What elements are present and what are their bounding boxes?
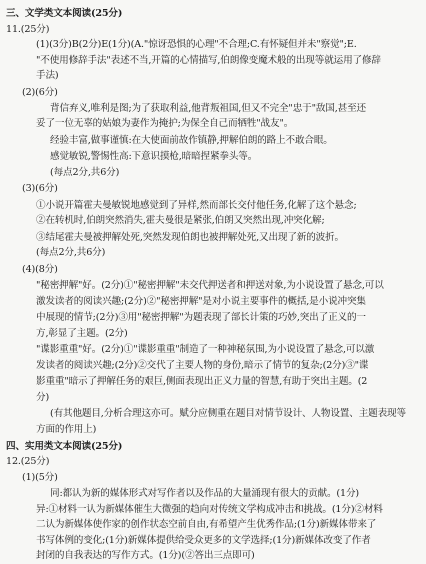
q11-part1-explanation-end: 手法) <box>36 70 59 81</box>
q11-part2-header: (2)(6分) <box>22 86 58 98</box>
q11-part2-trait2: 经验丰富,做事谨慎:在大使面前故作镇静,押解伯朗的路上不敢合眼。 <box>50 134 333 146</box>
q11-part2-scoring: (每点2分,共6分) <box>50 166 120 178</box>
q12-part1-difference-line3: 书写体例的变化;(1分)新媒体提供给受众更多的文学选择;(1分)新媒体改变了作者 <box>36 534 371 546</box>
q11-part4-note-end: 方面的作用上) <box>36 423 97 435</box>
section-heading-practical: 四、实用类文本阅读(25分) <box>6 440 123 452</box>
q11-part1-explanation: "不使用修辞手法"表述不当,开篇的心情描写,伯朗像变魔术般的出现等就运用了修辞 <box>36 54 381 66</box>
q11-part3-point2: ②在转机时,伯朗突然消失,霍夫曼很是紧张,伯朗又突然出现,冲突化解; <box>36 215 325 227</box>
q11-part3-point3: ③结尾霍夫曼被押解处死,突然发现伯朗也被押解处死,又出现了新的波折。 <box>36 231 344 243</box>
q11-part4-option2-line3: 影重重"暗示了押解任务的艰巨,侧面表现出正义力量的智慧,有助于突出主题。(2 <box>36 376 368 387</box>
q12-part1-similarity: 同:都认为新的媒体形式对写作者以及作品的大量涌现有很大的贡献。(1分) <box>50 488 359 500</box>
q11-part4-option1-line3: 中展现的情节;(2分)③用"秘密押解"为题表现了部长计策的巧妙,突出了正义的一 <box>36 312 366 324</box>
section-heading-literary: 三、文学类文本阅读(25分) <box>6 8 123 19</box>
q11-part4-option2-line1: "谍影重重"好。(2分)①"谍影重重"制造了一种神秘氛围,为小说设置了悬念,可以激 <box>36 344 375 356</box>
q11-part4-note: (有其他题目,分析合理这亦可。赋分应侧重在题目对情节设计、人物设置、主题表现等 <box>50 408 406 419</box>
q12-part1-difference-line4: 封闭的自我表达的写作方式。(1分)(②答出三点即可) <box>36 550 255 562</box>
q11-part4-option2-line2: 发读者的阅读兴趣;(2分)②交代了主要人物的身份,暗示了情节的复杂;(2分)③"谍 <box>36 359 369 371</box>
q12-part1-header: (1)(5分) <box>22 471 58 483</box>
q12-part1-difference-line2: 二认为新媒体使作家的创作状态空前自由,有希望产生优秀作品;(1分)新媒体带来了 <box>36 519 377 531</box>
q12-part1-difference-line1: 异:①材料一认为新媒体催生大微强的趋向对传统文学构成冲击和挑战。(1分)②材料 <box>36 503 383 515</box>
q11-part3-scoring: (每点2分,共6分) <box>36 247 106 259</box>
q11-part4-header: (4)(8分) <box>22 263 58 275</box>
q11-part4-option1-line2: 激发读者的阅读兴趣;(2分)②"秘密押解"是对小说主要事件的概括,是小说冲突集 <box>36 295 366 307</box>
question-11-header: 11.(25分) <box>6 23 50 35</box>
q11-part2-trait1: 背信弃义,唯利是图;为了获取利益,他背叛祖国,但又不完全"忠于"敌国,甚至还 <box>50 102 366 114</box>
question-12-header: 12.(25分) <box>6 456 50 468</box>
q11-part2-trait3: 感觉敏锐,警惕性高:下意识摸枪,暗暗捏紧拳头等。 <box>50 151 258 163</box>
q11-part4-option1-line1: "秘密押解"好。(2分)①"秘密押解"未交代押送者和押送对象,为小说设置了悬念,可以 <box>36 280 384 292</box>
q11-part4-option2-line4: 分) <box>36 391 50 403</box>
q11-part4-option1-line4: 方,彰显了主题。(2分) <box>36 327 128 339</box>
q11-part3-header: (3)(6分) <box>22 183 58 195</box>
q11-part2-trait1-cont: 妥了一位无辜的姑娘为妻作为掩护;为保全自己而牺牲"战友"。 <box>36 118 294 130</box>
q11-part1-answer: (1)(3分)B(2分)E(1分)(A."惊讶恐惧的心理"不合理;C.有怀疑但并未"察觉";E. <box>36 39 357 50</box>
q11-part3-point1: ①小说开篇霍夫曼敏锐地感觉到了异样,然而部长交付他任务,化解了这个悬念; <box>36 199 357 211</box>
